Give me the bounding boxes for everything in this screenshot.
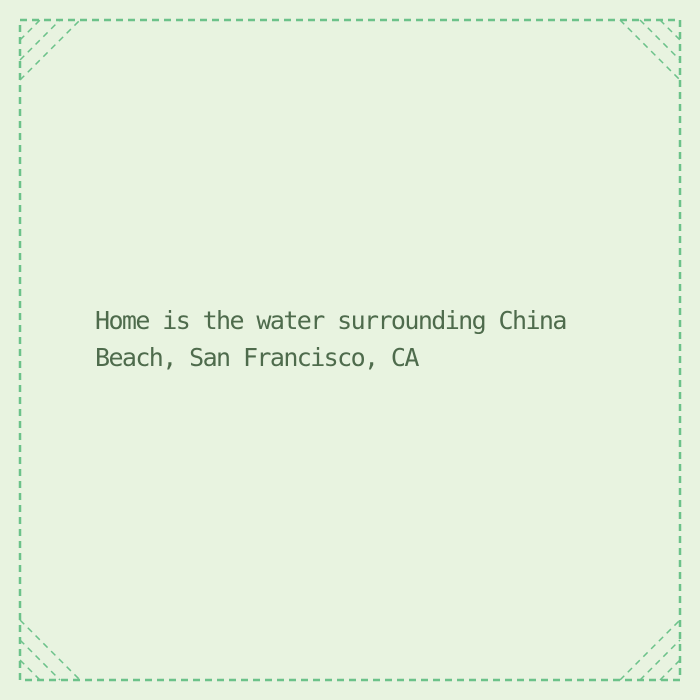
corner-decoration-bottom-right bbox=[620, 620, 680, 680]
corner-decoration-top-left bbox=[20, 20, 80, 80]
card-message: Home is the water surrounding China Beach, San Francisco, CA bbox=[95, 306, 566, 372]
corner-decoration-bottom-left bbox=[20, 620, 80, 680]
corner-decoration-top-right bbox=[620, 20, 680, 80]
